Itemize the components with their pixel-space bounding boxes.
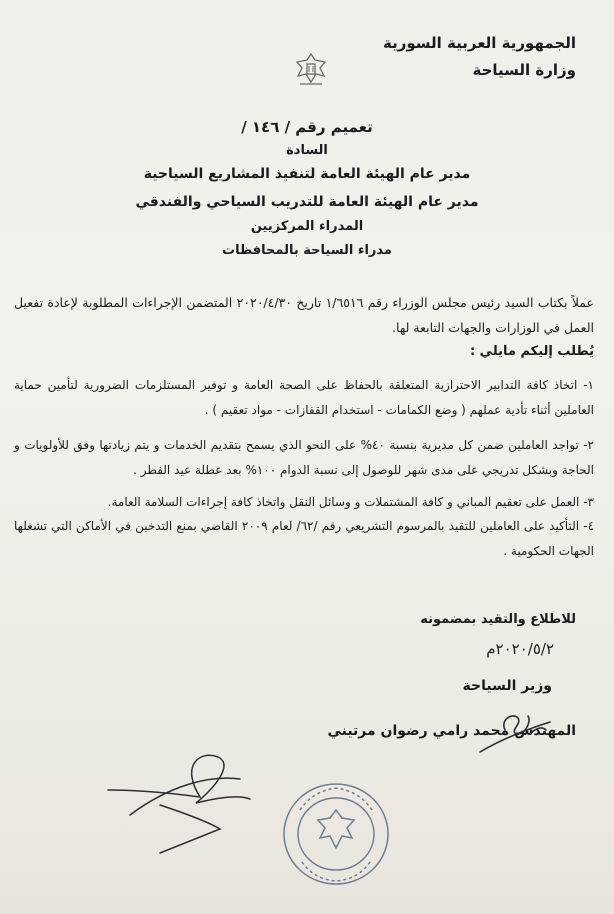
recipient-line: مدراء السياحة بالمحافظات — [222, 243, 392, 258]
republic-name: الجمهورية العربية السورية — [383, 34, 576, 52]
list-item: ٣- العمل على تعقيم المباني و كافة المشتملات و وسائل النقل واتخاذ كافة إجراءات السلامة العامة. — [107, 495, 594, 509]
recipient-line: مدير عام الهيئة العامة لتنفيذ المشاريع السياحية — [143, 166, 471, 182]
document-date: ٢٠٢٠/٥/٢م — [486, 640, 554, 658]
circular-number: تعميم رقم / ١٤٦ / — [241, 118, 373, 136]
request-heading: يُطلب إليكم مايلي : — [469, 344, 594, 359]
ministry-name: وزارة السياحة — [472, 61, 576, 79]
signatory-title: وزير السياحة — [462, 678, 552, 694]
syrian-eagle-emblem-icon — [288, 46, 334, 92]
handwritten-signature-icon — [100, 745, 260, 860]
letterhead — [383, 30, 576, 84]
recipient-line: مدير عام الهيئة العامة للتدريب السياحي والفندقي — [135, 194, 479, 210]
recipient-line: المدراء المركزيين — [250, 219, 364, 234]
ministry-round-stamp-icon — [280, 780, 392, 888]
list-item: ٤- التأكيد على العاملين للتقيد بالمرسوم التشريعي رقم /٦٢/ لعام ٢٠٠٩ القاضي بمنع التدخين في الأماكن التي تشغلها الجهات الحكومية . — [14, 519, 595, 558]
list-item: ٢- تواجد العاملين ضمن كل مديرية بنسبة ٤٠% على النحو الذي يسمح بتقديم الخدمات و يتم زيادتها وفق للأولويات و الحاجة وبشكل تدريجي على مدى شهر للوصول إلى نسبة الدوام ١٠٠% بعد عطلة عيد الفطر . — [14, 438, 594, 477]
salutation: السادة — [286, 143, 328, 158]
closing-line: للاطلاع والتقيد بمضمونه — [420, 612, 576, 627]
initials-signature-icon — [470, 700, 560, 760]
signatory-name: المهندس محمد رامي رضوان مرتيني — [327, 723, 576, 739]
intro-paragraph: عملاً بكتاب السيد رئيس مجلس الوزراء رقم ١/٦٥١٦ تاريخ ٢٠٢٠/٤/٣٠ المتضمن الإجراءات المطلوبة لإعادة تفعيل العمل في الوزارات والجهات التابعة لها. — [14, 295, 594, 335]
list-item: ١- اتخاذ كافة التدابير الاحترازية المتعلقة بالحفاظ على الصحة العامة و توفير المستلزمات الضرورية لتأمين حماية العاملين أثناء تأدية عملهم ( وضع الكمامات - استخدام القفازات - مواد تعقيم ) . — [14, 378, 594, 417]
